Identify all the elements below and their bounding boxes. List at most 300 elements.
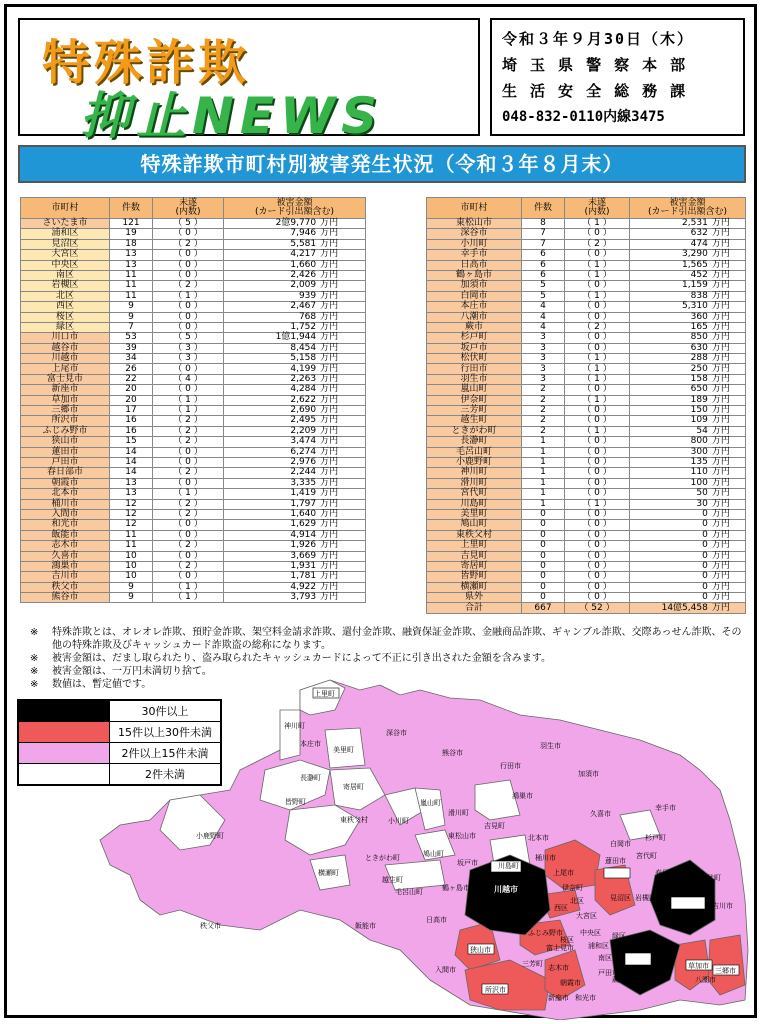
cell-count: 4 xyxy=(522,322,565,332)
cell-amount: 30 xyxy=(630,499,710,509)
cell-unit: 万円 xyxy=(710,509,746,519)
cell-pending: （ 0 ） xyxy=(565,343,630,353)
region-white xyxy=(385,860,445,890)
map-label: 横瀬町 xyxy=(318,869,339,877)
map-label: 日高市 xyxy=(426,916,447,924)
cell-municipality: 春日部市 xyxy=(21,468,110,478)
cell-amount: 2,690 xyxy=(224,406,319,416)
cell-municipality: 横瀬町 xyxy=(427,582,522,592)
cell-amount: 189 xyxy=(630,395,710,405)
map-label: 浦和区 xyxy=(588,942,609,950)
cell-count: 17 xyxy=(110,406,153,416)
table-row xyxy=(21,468,366,478)
cell-pending: （ 0 ） xyxy=(565,457,630,467)
map-label: 上尾市 xyxy=(553,869,574,877)
cell-pending: （ 1 ） xyxy=(565,374,630,384)
cell-pending: （ 0 ） xyxy=(565,250,630,260)
cell-pending: （ 0 ） xyxy=(565,447,630,457)
cell-amount: 1,629 xyxy=(224,520,319,530)
cell-municipality: 朝霞市 xyxy=(21,478,110,488)
cell-unit: 万円 xyxy=(710,478,746,488)
cell-municipality: ときがわ町 xyxy=(427,426,522,436)
cell-municipality: 皆野町 xyxy=(427,572,522,582)
cell-amount: 0 xyxy=(630,509,710,519)
cell-count: 0 xyxy=(522,561,565,571)
cell-count: 22 xyxy=(110,374,153,384)
map-label: 蓮田市 xyxy=(605,857,626,865)
cell-amount: 3,335 xyxy=(224,478,319,488)
cell-amount: 50 xyxy=(630,489,710,499)
cell-count: 1 xyxy=(522,447,565,457)
cell-pending: （ 3 ） xyxy=(153,343,224,353)
cell-amount: 939 xyxy=(224,291,319,301)
cell-count: 1 xyxy=(522,457,565,467)
cell-pending: （ 0 ） xyxy=(565,385,630,395)
cell-municipality: 飯能市 xyxy=(21,530,110,540)
cell-amount: 7,946 xyxy=(224,229,319,239)
cell-count: 53 xyxy=(110,333,153,343)
cell-amount: 5,310 xyxy=(630,302,710,312)
cell-count: 19 xyxy=(110,229,153,239)
cell-pending: （ 0 ） xyxy=(565,572,630,582)
cell-count: 11 xyxy=(110,530,153,540)
cell-unit: 万円 xyxy=(710,499,746,509)
map-label: 川口市 xyxy=(627,955,651,964)
map-label: 入間市 xyxy=(435,966,456,974)
region-white xyxy=(280,710,300,760)
table-row xyxy=(21,520,366,530)
cell-count: 18 xyxy=(110,239,153,249)
cell-amount: 1,752 xyxy=(224,322,319,332)
cell-pending: （ 0 ） xyxy=(565,468,630,478)
map-label: 小川町 xyxy=(388,817,409,825)
cell-municipality: 越谷市 xyxy=(21,343,110,353)
cell-count: 1 xyxy=(522,499,565,509)
cell-amount: 1,931 xyxy=(224,561,319,571)
cell-unit: 万円 xyxy=(710,270,746,280)
cell-amount: 3,290 xyxy=(630,250,710,260)
map-label: 吉川市 xyxy=(712,902,733,910)
cell-unit: 万円 xyxy=(318,437,365,447)
map-label: 毛呂山町 xyxy=(395,888,423,896)
cell-municipality: 秩父市 xyxy=(21,582,110,592)
cell-municipality: 鶴ヶ島市 xyxy=(427,270,522,280)
cell-unit: 万円 xyxy=(318,478,365,488)
table-row xyxy=(21,541,366,551)
cell-amount: 300 xyxy=(630,447,710,457)
map-label: 幸手市 xyxy=(655,804,676,812)
table-row xyxy=(427,437,746,447)
cell-amount: 4,922 xyxy=(224,582,319,592)
cell-amount: 2億9,770 xyxy=(224,219,319,229)
cell-count: 3 xyxy=(522,343,565,353)
table-row xyxy=(21,499,366,509)
cell-count: 10 xyxy=(110,551,153,561)
cell-municipality: 和光市 xyxy=(21,520,110,530)
cell-count: 121 xyxy=(110,219,153,229)
cell-pending: （ 0 ） xyxy=(153,260,224,270)
map-label: 朝霞市 xyxy=(560,979,581,987)
cell-pending: （ 5 ） xyxy=(153,333,224,343)
cell-count: 12 xyxy=(110,520,153,530)
cell-amount: 250 xyxy=(630,364,710,374)
map-label: 鶴ヶ島市 xyxy=(442,884,470,892)
cell-pending: （ 2 ） xyxy=(565,239,630,249)
cell-pending: （ 0 ） xyxy=(565,509,630,519)
cell-count: 0 xyxy=(522,593,565,603)
map-label: 戸田市 xyxy=(598,969,619,977)
map-label: 松伏町 xyxy=(700,874,721,882)
cell-amount: 0 xyxy=(630,572,710,582)
map-label: 富士見市 xyxy=(546,944,574,952)
col-header-name: 市町村 xyxy=(21,198,110,219)
cell-unit: 万円 xyxy=(710,395,746,405)
cell-municipality: 北本市 xyxy=(21,489,110,499)
cell-pending: （ 0 ） xyxy=(153,302,224,312)
table-row xyxy=(21,364,366,374)
cell-municipality: 緑区 xyxy=(21,322,110,332)
cell-amount: 2,467 xyxy=(224,302,319,312)
cell-pending: （ 1 ） xyxy=(153,291,224,301)
table-row xyxy=(427,572,746,582)
col-header-amount: 被害金額 (カード引出額含む) xyxy=(630,198,746,219)
cell-unit: 万円 xyxy=(710,374,746,384)
table-row xyxy=(21,354,366,364)
cell-municipality: 桶川市 xyxy=(21,499,110,509)
cell-unit: 万円 xyxy=(318,520,365,530)
map-label: 加須市 xyxy=(578,770,599,778)
cell-amount: 2,009 xyxy=(224,281,319,291)
cell-count: 0 xyxy=(522,509,565,519)
map-label: 行田市 xyxy=(500,762,521,770)
cell-count: 1 xyxy=(522,468,565,478)
cell-unit: 万円 xyxy=(710,541,746,551)
cell-count: 13 xyxy=(110,478,153,488)
cell-amount: 1,781 xyxy=(224,572,319,582)
cell-amount: 0 xyxy=(630,551,710,561)
cell-unit: 万円 xyxy=(318,354,365,364)
damage-table-left xyxy=(20,197,366,603)
cell-municipality: さいたま市 xyxy=(21,219,110,229)
cell-pending: （ 1 ） xyxy=(565,270,630,280)
cell-amount: 850 xyxy=(630,333,710,343)
cell-amount: 0 xyxy=(630,520,710,530)
cell-count: 0 xyxy=(522,541,565,551)
cell-pending: （ 1 ） xyxy=(153,395,224,405)
total-row xyxy=(427,603,746,613)
table-row xyxy=(21,447,366,457)
map-label: 滑川町 xyxy=(448,809,469,817)
cell-unit: 万円 xyxy=(318,447,365,457)
cell-pending: （ 0 ） xyxy=(565,561,630,571)
cell-unit: 万円 xyxy=(710,291,746,301)
map-label: 宮代町 xyxy=(636,852,657,860)
table-row xyxy=(427,551,746,561)
table-row xyxy=(21,312,366,322)
cell-municipality: 深谷市 xyxy=(427,229,522,239)
cell-municipality: 杉戸町 xyxy=(427,333,522,343)
cell-pending: （ 5 ） xyxy=(153,219,224,229)
cell-municipality: 浦和区 xyxy=(21,229,110,239)
cell-municipality: 新座市 xyxy=(21,385,110,395)
cell-amount: 1,419 xyxy=(224,489,319,499)
cell-count: 1 xyxy=(522,437,565,447)
map-label: 杉戸町 xyxy=(645,834,666,842)
cell-count: 0 xyxy=(522,520,565,530)
cell-pending: （ 2 ） xyxy=(153,281,224,291)
cell-pending: （ 4 ） xyxy=(153,374,224,384)
cell-amount: 110 xyxy=(630,468,710,478)
cell-pending: （ 0 ） xyxy=(565,416,630,426)
cell-pending: （ 0 ） xyxy=(153,551,224,561)
cell-pending: （ 0 ） xyxy=(565,593,630,603)
cell-unit: 万円 xyxy=(710,447,746,457)
damage-table-right xyxy=(426,197,746,614)
cell-unit: 万円 xyxy=(710,281,746,291)
cell-pending: （ 1 ） xyxy=(565,354,630,364)
map-label: 和光市 xyxy=(575,994,596,1002)
cell-amount: 1,797 xyxy=(224,499,319,509)
map-label: 羽生市 xyxy=(540,742,561,750)
cell-pending: （ 3 ） xyxy=(153,354,224,364)
cell-amount: 150 xyxy=(630,406,710,416)
cell-count: 6 xyxy=(522,250,565,260)
cell-pending: （ 2 ） xyxy=(565,322,630,332)
cell-amount: 800 xyxy=(630,437,710,447)
legend-swatch xyxy=(18,743,110,764)
map-label: 皆野町 xyxy=(285,798,306,806)
legend-swatch xyxy=(18,722,110,743)
map-label: 春日部市 xyxy=(655,869,683,877)
issuer-org2: 生 活 安 全 総 務 課 xyxy=(502,82,688,100)
cell-unit: 万円 xyxy=(318,582,365,592)
table-row xyxy=(21,260,366,270)
cell-amount: 768 xyxy=(224,312,319,322)
table-row xyxy=(427,489,746,499)
table-row xyxy=(21,281,366,291)
cell-unit: 万円 xyxy=(318,364,365,374)
cell-unit: 万円 xyxy=(318,468,365,478)
cell-count: 0 xyxy=(522,530,565,540)
cell-count: 7 xyxy=(110,322,153,332)
cell-amount: 54 xyxy=(630,426,710,436)
table-row xyxy=(21,551,366,561)
cell-count: 39 xyxy=(110,343,153,353)
cell-count: 10 xyxy=(110,561,153,571)
cell-amount: 2,263 xyxy=(224,374,319,384)
cell-count: 11 xyxy=(110,291,153,301)
cell-pending: （ 2 ） xyxy=(153,509,224,519)
cell-count: 0 xyxy=(522,582,565,592)
cell-pending: （ 1 ） xyxy=(565,395,630,405)
cell-municipality: 狭山市 xyxy=(21,437,110,447)
cell-municipality: 川口市 xyxy=(21,333,110,343)
map-label: 三郷市 xyxy=(715,967,736,975)
cell-count: 2 xyxy=(522,426,565,436)
map-label: 東秩父村 xyxy=(340,816,368,824)
table-row xyxy=(427,416,746,426)
cell-amount: 1億1,944 xyxy=(224,333,319,343)
cell-count: 20 xyxy=(110,395,153,405)
cell-unit: 万円 xyxy=(318,302,365,312)
cell-amount: 452 xyxy=(630,270,710,280)
cell-municipality: 寄居町 xyxy=(427,561,522,571)
cell-unit: 万円 xyxy=(318,322,365,332)
cell-amount: 2,531 xyxy=(630,219,710,229)
cell-count: 14 xyxy=(110,447,153,457)
cell-amount: 1,926 xyxy=(224,541,319,551)
legend-label: 2件未満 xyxy=(110,764,222,786)
cell-count: 2 xyxy=(522,385,565,395)
cell-count: 11 xyxy=(110,281,153,291)
cell-amount: 4,199 xyxy=(224,364,319,374)
map-label: ふじみ野市 xyxy=(528,929,563,937)
cell-municipality: 行田市 xyxy=(427,364,522,374)
cell-municipality: 嵐山町 xyxy=(427,385,522,395)
col-header-pending: 未遂 (内数) xyxy=(153,198,224,219)
legend-label: 2件以上15件未満 xyxy=(110,743,222,764)
cell-pending: （ 1 ） xyxy=(565,499,630,509)
cell-count: 8 xyxy=(522,219,565,229)
cell-count: 4 xyxy=(522,312,565,322)
cell-count: 7 xyxy=(522,239,565,249)
table-row xyxy=(427,395,746,405)
cell-municipality: 東松山市 xyxy=(427,219,522,229)
cell-unit: 万円 xyxy=(318,406,365,416)
map-label: 飯能市 xyxy=(355,922,376,930)
table-row xyxy=(21,593,366,603)
cell-municipality: 幸手市 xyxy=(427,250,522,260)
cell-total-pending: （ 52 ） xyxy=(565,603,630,613)
cell-municipality: 上里町 xyxy=(427,541,522,551)
cell-amount: 2,976 xyxy=(224,457,319,467)
cell-count: 1 xyxy=(522,489,565,499)
map-label: 小鹿野町 xyxy=(196,832,224,840)
cell-municipality: 久喜市 xyxy=(21,551,110,561)
cell-count: 11 xyxy=(110,541,153,551)
table-row xyxy=(427,229,746,239)
footnote: ※ 数値は、暫定値です。 xyxy=(30,679,152,690)
cell-municipality: 毛呂山町 xyxy=(427,447,522,457)
cell-count: 3 xyxy=(522,333,565,343)
table-row xyxy=(427,302,746,312)
cell-amount: 3,793 xyxy=(224,593,319,603)
map-label: 新座市 xyxy=(548,994,569,1002)
cell-amount: 1,565 xyxy=(630,260,710,270)
cell-pending: （ 0 ） xyxy=(565,520,630,530)
cell-unit: 万円 xyxy=(318,385,365,395)
map-label: 寄居町 xyxy=(343,783,364,791)
map-label: 鳩山町 xyxy=(423,850,444,858)
logo-title-line1: 特殊詐欺 xyxy=(42,35,251,91)
map-label: 川越市 xyxy=(494,885,518,894)
cell-unit: 万円 xyxy=(710,561,746,571)
cell-unit: 万円 xyxy=(318,572,365,582)
table-row xyxy=(21,385,366,395)
map-label: 川島町 xyxy=(498,862,519,870)
cell-municipality: 所沢市 xyxy=(21,416,110,426)
cell-pending: （ 0 ） xyxy=(565,437,630,447)
cell-municipality: 小川町 xyxy=(427,239,522,249)
map-legend xyxy=(17,699,222,786)
cell-pending: （ 0 ） xyxy=(565,302,630,312)
cell-unit: 万円 xyxy=(318,250,365,260)
cell-count: 10 xyxy=(110,572,153,582)
cell-unit: 万円 xyxy=(710,302,746,312)
footnote: ※ 特殊詐欺とは、オレオレ詐欺、預貯金詐欺、架空料金請求詐欺、還付金詐欺、融資保証金詐欺、金融商品詐欺、ギャンブル詐欺、交際あっせん詐欺、その他の特殊詐欺及びキャッシュカード詐欺盗の総称になります。 xyxy=(30,627,742,651)
contact-phone: 048-832-0110内線3475 xyxy=(502,109,665,125)
map-label: 大宮区 xyxy=(576,912,597,920)
footnote: ※ 被害金額は、一万円未満切り捨て。 xyxy=(30,666,212,677)
cell-amount: 0 xyxy=(630,582,710,592)
cell-count: 13 xyxy=(110,489,153,499)
cell-amount: 3,669 xyxy=(224,551,319,561)
map-label: 蕨市 xyxy=(612,976,626,984)
cell-count: 0 xyxy=(522,572,565,582)
cell-pending: （ 0 ） xyxy=(565,333,630,343)
cell-pending: （ 0 ） xyxy=(153,457,224,467)
cell-count: 4 xyxy=(522,302,565,312)
cell-municipality: 熊谷市 xyxy=(21,593,110,603)
cell-municipality: 三郷市 xyxy=(21,406,110,416)
map-label: ときがわ町 xyxy=(365,854,400,862)
cell-count: 5 xyxy=(522,281,565,291)
cell-count: 14 xyxy=(110,457,153,467)
cell-municipality: 吉川市 xyxy=(21,572,110,582)
cell-unit: 万円 xyxy=(710,239,746,249)
cell-total-label: 合計 xyxy=(427,603,522,613)
cell-amount: 5,581 xyxy=(224,239,319,249)
cell-amount: 158 xyxy=(630,374,710,384)
cell-pending: （ 2 ） xyxy=(153,437,224,447)
cell-count: 7 xyxy=(522,229,565,239)
cell-municipality: 八潮市 xyxy=(427,312,522,322)
cell-unit: 万円 xyxy=(318,374,365,384)
cell-pending: （ 0 ） xyxy=(153,572,224,582)
cell-municipality: 中央区 xyxy=(21,260,110,270)
cell-pending: （ 2 ） xyxy=(153,499,224,509)
cell-count: 6 xyxy=(522,270,565,280)
table-row xyxy=(21,229,366,239)
cell-count: 9 xyxy=(110,593,153,603)
cell-count: 15 xyxy=(110,437,153,447)
news-logo xyxy=(18,18,480,145)
cell-count: 9 xyxy=(110,582,153,592)
cell-municipality: 羽生市 xyxy=(427,374,522,384)
cell-pending: （ 1 ） xyxy=(565,260,630,270)
map-label: 志木市 xyxy=(548,964,569,972)
legend-label: 30件以上 xyxy=(110,700,222,722)
cell-count: 34 xyxy=(110,354,153,364)
cell-pending: （ 1 ） xyxy=(153,489,224,499)
cell-municipality: 小鹿野町 xyxy=(427,457,522,467)
cell-pending: （ 0 ） xyxy=(153,478,224,488)
issue-date: 令和３年９月30日（木） xyxy=(502,30,695,48)
cell-amount: 4,284 xyxy=(224,385,319,395)
cell-unit: 万円 xyxy=(710,530,746,540)
cell-pending: （ 0 ） xyxy=(565,478,630,488)
cell-municipality: 西区 xyxy=(21,302,110,312)
cell-unit: 万円 xyxy=(710,489,746,499)
cell-amount: 2,495 xyxy=(224,416,319,426)
col-header-name: 市町村 xyxy=(427,198,522,219)
legend-row xyxy=(18,764,221,786)
cell-pending: （ 1 ） xyxy=(153,593,224,603)
cell-municipality: 川島町 xyxy=(427,499,522,509)
table-row xyxy=(427,520,746,530)
cell-count: 16 xyxy=(110,426,153,436)
map-label: 南区 xyxy=(598,954,612,962)
